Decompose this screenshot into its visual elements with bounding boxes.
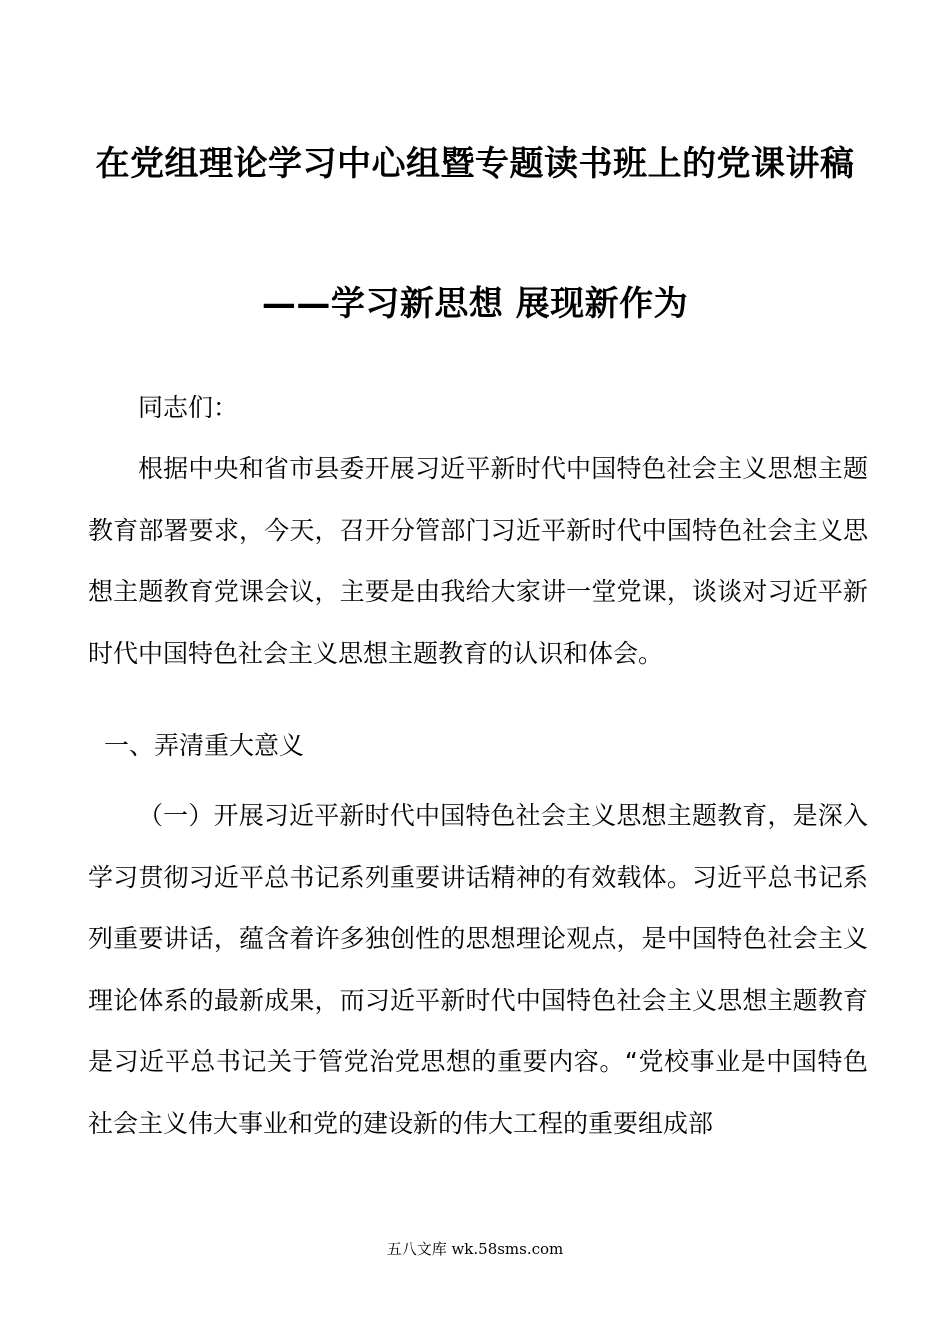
document-subtitle: ——学习新思想 展现新作为 [261,284,689,324]
section-heading: 一、弄清重大意义 [104,731,305,760]
salutation: 同志们： [138,393,239,422]
intro-paragraph: 根据中央和省市县委开展习近平新时代中国特色社会主义思想主题教育部署要求，今天，召开分管部门习近平新时代中国特色社会主义思想主题教育党课会议，主要是由我给大家讲一堂党课，谈谈对习近平新时代中国特色社会主义思想主题教育的认识和体会。 [88,454,868,668]
document-title: 在党组理论学习中心组暨专题读书班上的党课讲稿 [95,144,855,184]
page-footer-watermark: 五八文库 wk.58sms.com [386,1240,564,1258]
section-body-paragraph: （一）开展习近平新时代中国特色社会主义思想主题教育，是深入学习贯彻习近平总书记系列重要讲话精神的有效载体。习近平总书记系列重要讲话，蕴含着许多独创性的思想理论观点，是中国特色社会主义理论体系的最新成果，而习近平新时代中国特色社会主义思想主题教育是习近平总书记关于管党治党思想的重要内容。“党校事业是中国特色社会主义伟大事业和党的建设新的伟大工程的重要组成部 [88,801,868,1138]
